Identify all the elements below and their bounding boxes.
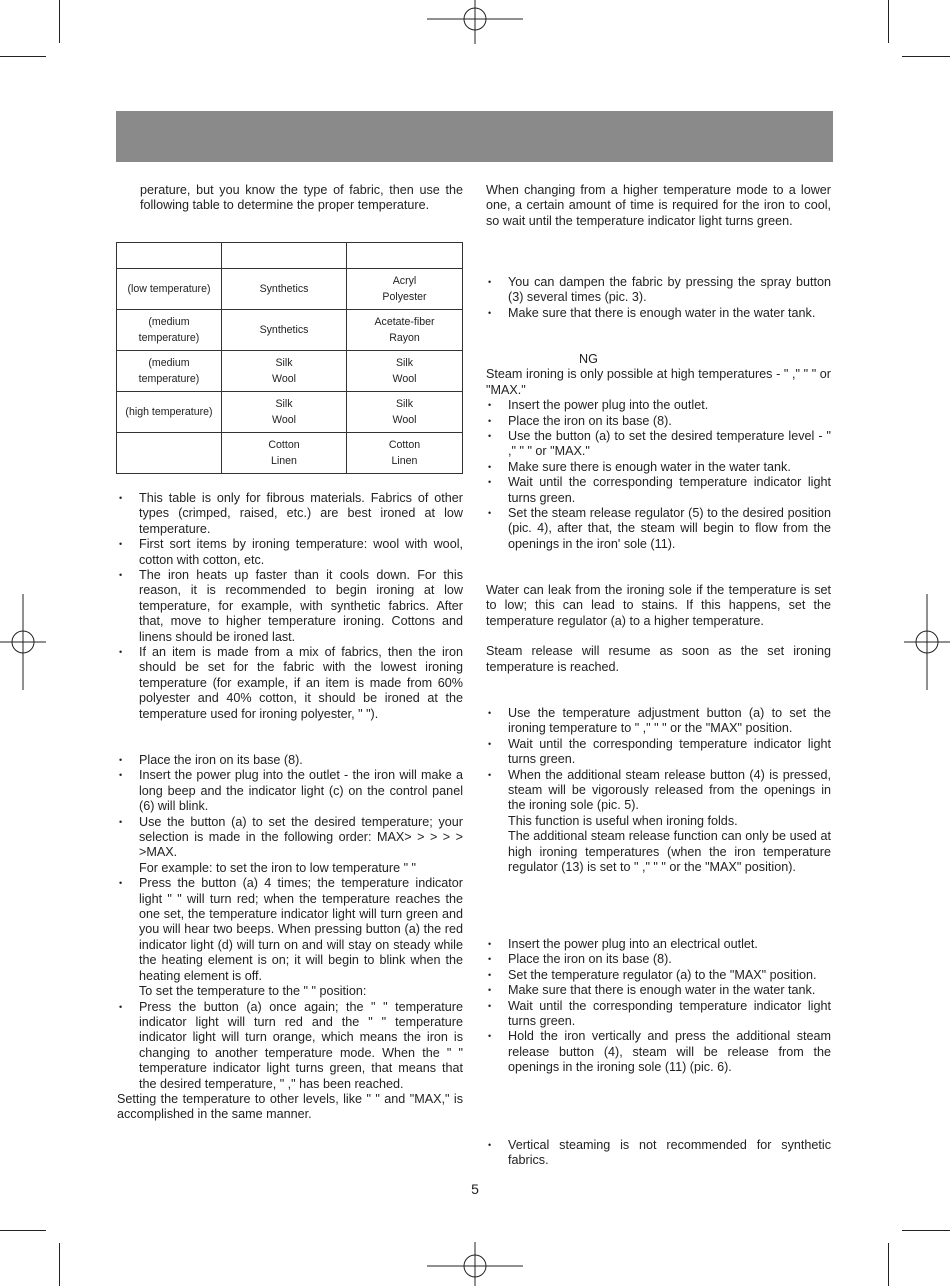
table-row bbox=[117, 243, 463, 269]
left-intro-text: perature, but you know the type of fabric, then use the following table to determine the proper temperature. bbox=[140, 183, 463, 213]
table-row bbox=[117, 392, 463, 433]
crop-mark bbox=[888, 0, 889, 43]
table-cell: Cotton Linen bbox=[347, 433, 463, 474]
vertical-steam-list bbox=[486, 937, 831, 1076]
table-cell: Cotton Linen bbox=[222, 433, 347, 474]
final-note-list bbox=[486, 1138, 831, 1169]
table-cell: Silk Wool bbox=[222, 392, 347, 433]
table-cell: Synthetics bbox=[222, 269, 347, 310]
list-item: • This table is only for fibrous materials. Fabrics of other types (crimped, raised, etc.) are best ironed at low temperature. bbox=[117, 491, 463, 537]
right-leak-block bbox=[486, 583, 831, 675]
table-cell bbox=[117, 433, 222, 474]
spray-list bbox=[486, 275, 831, 321]
header-bar bbox=[116, 111, 833, 162]
list-item: • Wait until the corresponding temperature indicator light turns green. bbox=[486, 475, 831, 506]
table-cell: Acetate-fiber Rayon bbox=[347, 310, 463, 351]
table-cell bbox=[222, 243, 347, 269]
steam-steps-list bbox=[486, 398, 831, 552]
table-cell: (high temperature) bbox=[117, 392, 222, 433]
table-cell: (medium temperature) bbox=[117, 310, 222, 351]
list-item: • The iron heats up faster than it cools down. For this reason, it is recommended to begin ironing at low temperature, for example, with synthetic fabrics. After that, move to higher temperature ironing. Cottons and linens should be ironed last. bbox=[117, 568, 463, 645]
resume-text: Steam release will resume as soon as the set ironing temperature is reached. bbox=[486, 644, 831, 674]
list-item: • Place the iron on its base (8). bbox=[486, 952, 831, 967]
list-item-note: This function is useful when ironing folds. bbox=[508, 813, 738, 828]
table-notes-list bbox=[117, 491, 463, 722]
right-intro-block bbox=[486, 183, 831, 229]
registration-mark-left bbox=[0, 594, 46, 690]
list-item-note: To set the temperature to the " " position: bbox=[139, 984, 367, 999]
crop-mark bbox=[0, 56, 46, 57]
list-item: • You can dampen the fabric by pressing the spray button (3) several times (pic. 3). bbox=[486, 275, 831, 306]
crop-mark bbox=[902, 1230, 950, 1231]
table-cell: Acryl Polyester bbox=[347, 269, 463, 310]
table-cell: Silk Wool bbox=[222, 351, 347, 392]
list-item-note: For example: to set the iron to low temperature " " bbox=[139, 860, 417, 875]
registration-mark-top bbox=[427, 0, 523, 44]
steam-intro-text: Steam ironing is only possible at high temperatures - " ," " " or "MAX." bbox=[486, 367, 831, 397]
table-cell bbox=[347, 243, 463, 269]
registration-mark-bottom bbox=[427, 1242, 523, 1286]
list-item: • Press the button (a) once again; the " " temperature indicator light will turn red and the " " temperature indicator light will turn orange, which means the iron is changing to another temperature mode. When the " " temperature indicator light turns green, that means that the desired temperature, " ," has been reached. bbox=[117, 1000, 463, 1092]
table-row bbox=[117, 351, 463, 392]
list-item: • First sort items by ironing temperature: wool with wool, cotton with cotton, etc. bbox=[117, 537, 463, 568]
crop-mark bbox=[59, 1243, 60, 1286]
table-row bbox=[117, 433, 463, 474]
list-item: • Use the button (a) to set the desired temperature; your selection is made in the following order: MAX> > > > > >MAX. For example: to set the iron to low temperature " " bbox=[117, 815, 463, 877]
right-boost-block bbox=[486, 706, 831, 875]
crop-mark bbox=[59, 0, 60, 43]
list-item: • Place the iron on its base (8). bbox=[486, 414, 831, 429]
left-intro-block bbox=[140, 183, 463, 214]
list-item: • Insert the power plug into an electrical outlet. bbox=[486, 937, 831, 952]
list-item-note: The additional steam release function can only be used at high ironing temperatures (when the iron temperature regulator (13) is set to " ," " " or the "MAX" position). bbox=[508, 829, 831, 875]
list-item: • Set the temperature regulator (a) to the "MAX" position. bbox=[486, 968, 831, 983]
table-row bbox=[117, 269, 463, 310]
right-final-block bbox=[486, 1138, 831, 1169]
steam-boost-list bbox=[486, 706, 831, 875]
list-item: • Wait until the corresponding temperature indicator light turns green. bbox=[486, 737, 831, 768]
list-item: • Vertical steaming is not recommended for synthetic fabrics. bbox=[486, 1138, 831, 1169]
steam-heading: NG bbox=[579, 352, 598, 366]
list-item: • Set the steam release regulator (5) to the desired position (pic. 4), after that, the steam will begin to flow from the openings in the iron' sole (11). bbox=[486, 506, 831, 552]
table-cell: Silk Wool bbox=[347, 351, 463, 392]
table-row bbox=[117, 310, 463, 351]
list-item: • Hold the iron vertically and press the additional steam release button (4), steam will be release from the openings in the ironing sole (11) (pic. 6). bbox=[486, 1029, 831, 1075]
leak-text: Water can leak from the ironing sole if the temperature is set to low; this can lead to stains. If this happens, set the temperature regulator (a) to a higher temperature. bbox=[486, 583, 831, 628]
table-cell bbox=[117, 243, 222, 269]
list-item: • If an item is made from a mix of fabrics, then the iron should be set for the fabric with the lowest ironing temperature (for example, if an item is made from 60% polyester and 40% cotton, it should be ironed at the temperature used for ironing polyester, " "). bbox=[117, 645, 463, 722]
page-number: 5 bbox=[471, 1181, 479, 1197]
crop-mark bbox=[888, 1243, 889, 1286]
list-item: • Insert the power plug into the outlet. bbox=[486, 398, 831, 413]
left-setup bbox=[117, 753, 463, 1123]
left-closing-text: Setting the temperature to other levels, like " " and "MAX," is accomplished in the same manner. bbox=[117, 1091, 463, 1122]
list-item: • Press the button (a) 4 times; the temperature indicator light " " will turn red; when the temperature reaches the one set, the temperature indicator light will turn green and you will hear two beeps. When pressing button (a) the red indicator light (d) will turn on and will stay on steady while the heating element is on; it will begin to blink when the heating element is off. To set the temperature to the " " position: bbox=[117, 876, 463, 999]
right-spray-block bbox=[486, 275, 831, 321]
list-item: • Make sure there is enough water in the water tank. bbox=[486, 460, 831, 475]
table-cell: (low temperature) bbox=[117, 269, 222, 310]
right-intro-text: When changing from a higher temperature mode to a lower one, a certain amount of time is required for the iron to cool, so wait until the temperature indicator light turns green. bbox=[486, 183, 831, 228]
right-steam-block bbox=[486, 352, 831, 552]
list-item: • Place the iron on its base (8). bbox=[117, 753, 463, 768]
table-cell: (medium temperature) bbox=[117, 351, 222, 392]
left-notes bbox=[117, 491, 463, 722]
table-cell: Synthetics bbox=[222, 310, 347, 351]
list-item: • Make sure that there is enough water in the water tank. bbox=[486, 306, 831, 321]
list-item: • Use the temperature adjustment button (a) to set the ironing temperature to " ," " " or the "MAX" position. bbox=[486, 706, 831, 737]
right-vertical-block bbox=[486, 937, 831, 1076]
fabric-temperature-table bbox=[116, 242, 463, 474]
table-cell: Silk Wool bbox=[347, 392, 463, 433]
list-item: • Make sure that there is enough water in the water tank. bbox=[486, 983, 831, 998]
list-item: • Insert the power plug into the outlet - the iron will make a long beep and the indicator light (c) on the control panel (6) will blink. bbox=[117, 768, 463, 814]
list-item: • When the additional steam release button (4) is pressed, steam will be vigorously released from the openings in the ironing sole (pic. 5). This function is useful when ironing folds. The additional steam release function can only be used at high ironing temperatures (when the iron temperature regulator (13) is set to " ," " " or the "MAX" position). bbox=[486, 768, 831, 876]
setup-steps-list bbox=[117, 753, 463, 1092]
list-item: • Wait until the corresponding temperature indicator light turns green. bbox=[486, 999, 831, 1030]
list-item: • Use the button (a) to set the desired temperature level - " ," " " or "MAX." bbox=[486, 429, 831, 460]
crop-mark bbox=[0, 1230, 46, 1231]
crop-mark bbox=[902, 56, 950, 57]
registration-mark-right bbox=[904, 594, 950, 690]
